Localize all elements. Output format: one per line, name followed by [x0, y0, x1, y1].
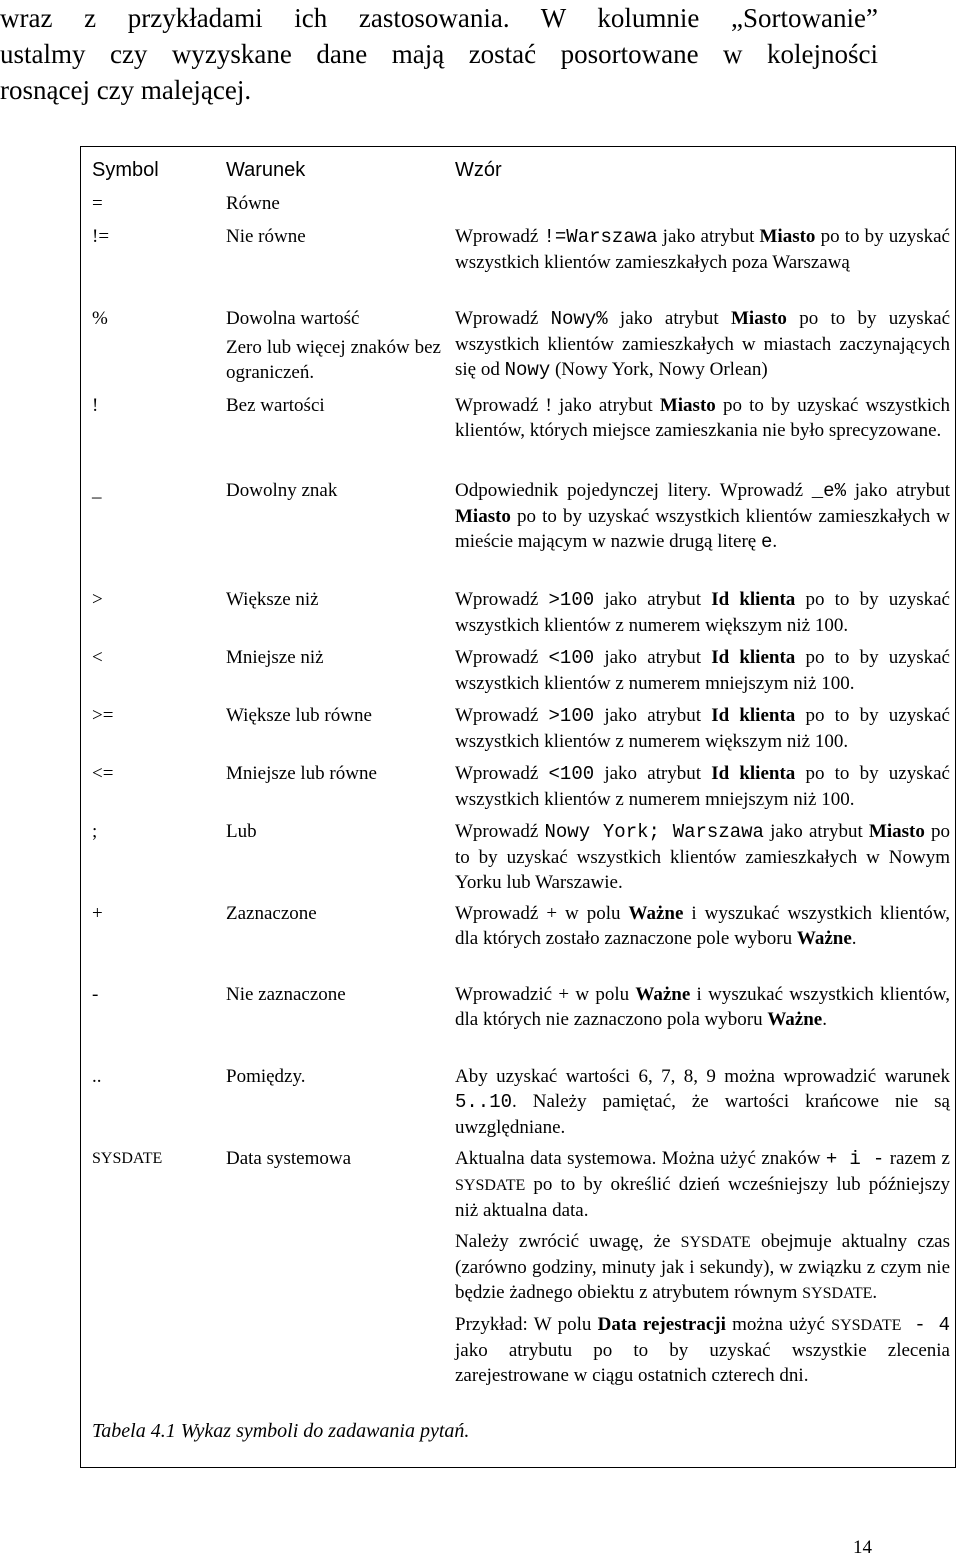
row-formula: Wprowadź Nowy% jako atrybut Miasto po to by uzyskać wszystkich klientów zamieszkałych w miastach zaczynających się od Nowy (Nowy York, Nowy Orlean): [455, 308, 950, 381]
row-condition: Dowolny znak: [226, 480, 338, 501]
row-condition: Nie zaznaczone: [226, 984, 346, 1005]
header-condition: Warunek: [226, 159, 306, 181]
intro-line: wraz z przykładami ich zastosowania. W kolumnie „Sortowanie”: [0, 3, 878, 33]
row-formula: Wprowadź <100 jako atrybut Id klienta po to by uzyskać wszystkich klientów z numerem mniejszym niż 100.: [455, 647, 950, 694]
row-formula: Wprowadź !=Warszawa jako atrybut Miasto po to by uzyskać wszystkich klientów zamieszkałych poza Warszawą: [455, 226, 950, 273]
row-condition: Bez wartości: [226, 395, 325, 416]
row-condition: Data systemowa: [226, 1148, 352, 1169]
header-symbol: Symbol: [92, 159, 159, 181]
row-formula: Wprowadź + w polu Ważne i wyszukać wszystkich klientów, dla których zostało zaznaczone pole wyboru Ważne.: [455, 903, 950, 949]
row-condition-note: Zero lub więcej znaków bez ograniczeń.: [226, 337, 441, 383]
row-formula: [455, 1146, 950, 1388]
intro-line: ustalmy czy wyzyskane dane mają zostać posortowane w kolejności: [0, 39, 878, 69]
row-condition: Większe niż: [226, 589, 319, 610]
row-symbol: ..: [92, 1066, 102, 1087]
row-condition: Lub: [226, 821, 257, 842]
row-symbol: %: [92, 308, 108, 329]
row-formula: Aby uzyskać wartości 6, 7, 8, 9 można wprowadzić warunek 5..10. Należy pamiętać, że wartości krańcowe nie są uwzględniane.: [455, 1066, 950, 1138]
intro-line: rosnącej czy malejącej.: [0, 75, 252, 105]
page-number: 14: [853, 1537, 872, 1558]
row-condition: Pomiędzy.: [226, 1066, 306, 1087]
row-symbol: ;: [92, 821, 98, 842]
row-condition: Nie równe: [226, 226, 306, 247]
table-caption: Tabela 4.1 Wykaz symboli do zadawania pytań.: [92, 1420, 470, 1442]
row-condition: Większe lub równe: [226, 705, 372, 726]
row-symbol: -: [92, 984, 99, 1005]
row-symbol: <: [92, 647, 103, 668]
row-formula: Odpowiednik pojedynczej litery. Wprowadź _e% jako atrybut Miasto po to by uzyskać wszystkich klientów zamieszkałych w mieście mającym w nazwie drugą literę e.: [455, 480, 950, 553]
header-formula: Wzór: [455, 159, 502, 181]
row-symbol: >: [92, 589, 103, 610]
row-condition: Zaznaczone: [226, 903, 317, 924]
formula-paragraph: Aktualna data systemowa. Można użyć znaków + i - razem z SYSDATE po to by określić dzień wcześniejszy lub późniejszy niż aktualna data.: [455, 1148, 950, 1221]
row-condition: Równe: [226, 193, 280, 214]
row-condition: Mniejsze lub równe: [226, 763, 377, 784]
row-formula: Wprowadź ! jako atrybut Miasto po to by uzyskać wszystkich klientów, których miejsce zamieszkania nie było sprecyzowane.: [455, 395, 950, 441]
formula-paragraph: Należy zwrócić uwagę, że SYSDATE obejmuje aktualny czas (zarówno godziny, minuty jak i sekundy), w związku z czym nie będzie żadnego obiektu z atrybutem równym SYSDATE.: [455, 1231, 950, 1303]
formula-paragraph: Przykład: W polu Data rejestracji można użyć SYSDATE - 4 jako atrybutu po to by uzyskać wszystkie zlecenia zarejestrowane w ciągu ostatnich czterech dni.: [455, 1314, 951, 1386]
row-formula: Wprowadź >100 jako atrybut Id klienta po to by uzyskać wszystkich klientów z numerem większym niż 100.: [455, 705, 950, 752]
intro-paragraph: [0, 0, 878, 108]
row-symbol: +: [92, 903, 103, 924]
row-symbol: <=: [92, 763, 114, 784]
row-symbol: !: [92, 395, 99, 416]
row-formula: Wprowadź >100 jako atrybut Id klienta po to by uzyskać wszystkich klientów z numerem większym niż 100.: [455, 589, 950, 636]
row-condition: Mniejsze niż: [226, 647, 324, 668]
row-symbol: _: [92, 480, 102, 501]
row-formula: Wprowadź Nowy York; Warszawa jako atrybut Miasto po to by uzyskać wszystkich klientów zamieszkałych w Nowym Yorku lub Warszawie.: [455, 821, 951, 893]
row-symbol: =: [92, 193, 103, 214]
row-symbol: !=: [92, 226, 110, 247]
row-condition: Dowolna wartość Zero lub więcej znaków bez ograniczeń.: [226, 308, 441, 383]
row-formula: Wprowadzić + w polu Ważne i wyszukać wszystkich klientów, dla których nie zaznaczono pola wyboru Ważne.: [455, 984, 950, 1030]
row-symbol: >=: [92, 705, 114, 726]
row-symbol: SYSDATE: [92, 1150, 163, 1167]
row-formula: Wprowadź <100 jako atrybut Id klienta po to by uzyskać wszystkich klientów z numerem mniejszym niż 100.: [455, 763, 950, 810]
